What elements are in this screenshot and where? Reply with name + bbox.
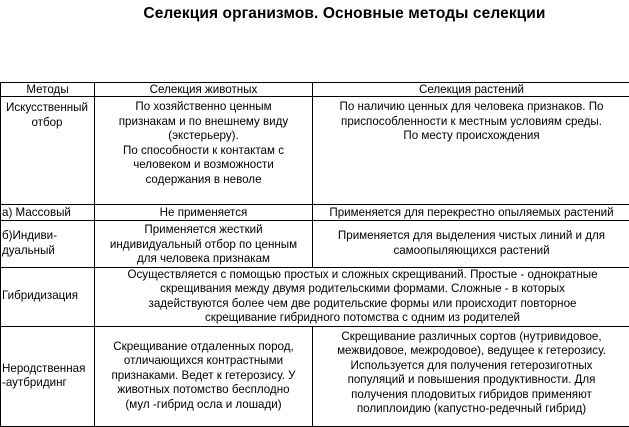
mass-selection-plants: Применяется для перекрестно опыляемых растений bbox=[313, 205, 629, 221]
method-artificial-selection: Искусственный отбор bbox=[1, 97, 95, 205]
outbreeding-plants: Скрещивание различных сортов (нутривидовое, межвидовое, межродовое), ведущее к гетерозису. Используется для получения гетерозиготных популяций и повышения продуктивности. Для получения плодовитых гибридов применяют полиплоидию (капустно-редечный гибрид) bbox=[313, 326, 629, 426]
table-row-artificial-selection bbox=[1, 97, 629, 205]
method-hybridization: Гибридизация bbox=[1, 267, 95, 326]
table-row-hybridization bbox=[1, 267, 629, 326]
selection-methods-table bbox=[0, 82, 629, 427]
outbreeding-animals: Скрещивание отдаленных пород, отличающихся контрастными признаками. Ведет к гетерозису. У животных потомство бесплодно (мул -гибрид осла и лошади) bbox=[95, 326, 313, 426]
individual-selection-plants: Применяется для выделения чистых линий и для самоопыляющихся растений bbox=[313, 221, 629, 268]
header-animal-selection: Селекция животных bbox=[95, 83, 313, 97]
header-plant-selection: Селекция растений bbox=[313, 83, 629, 97]
table-header-row bbox=[1, 83, 629, 97]
artificial-selection-plants: По наличию ценных для человека признаков. По приспособленности к местным условиям среды. По месту происхождения bbox=[313, 97, 629, 205]
table-row-individual-selection bbox=[1, 221, 629, 268]
artificial-selection-animals: По хозяйственно ценным признакам и по внешнему виду (экстерьеру). По способности к контактам с человеком и возможности содержания в неволе bbox=[95, 97, 313, 205]
hybridization-description: Осуществляется с помощью простых и сложных скрещиваний. Простые - однократные скрещивания между двумя родительскими формами. Сложные - в которых задействуются более чем две родительские формы или происходит повторное скрещивание гибридного потомства с одним из родителей bbox=[95, 267, 629, 326]
method-individual-selection: б)Индиви- дуальный bbox=[1, 221, 95, 268]
table-row-outbreeding bbox=[1, 326, 629, 426]
header-methods: Методы bbox=[1, 83, 95, 97]
page-title: Селекция организмов. Основные методы селекции bbox=[0, 5, 629, 23]
individual-selection-animals: Применяется жесткий индивидуальный отбор по ценным для человека признакам bbox=[95, 221, 313, 268]
method-outbreeding: Неродственная -аутбридинг bbox=[1, 326, 95, 426]
method-mass-selection: а) Массовый bbox=[1, 205, 95, 221]
table-row-mass-selection bbox=[1, 205, 629, 221]
mass-selection-animals: Не применяется bbox=[95, 205, 313, 221]
